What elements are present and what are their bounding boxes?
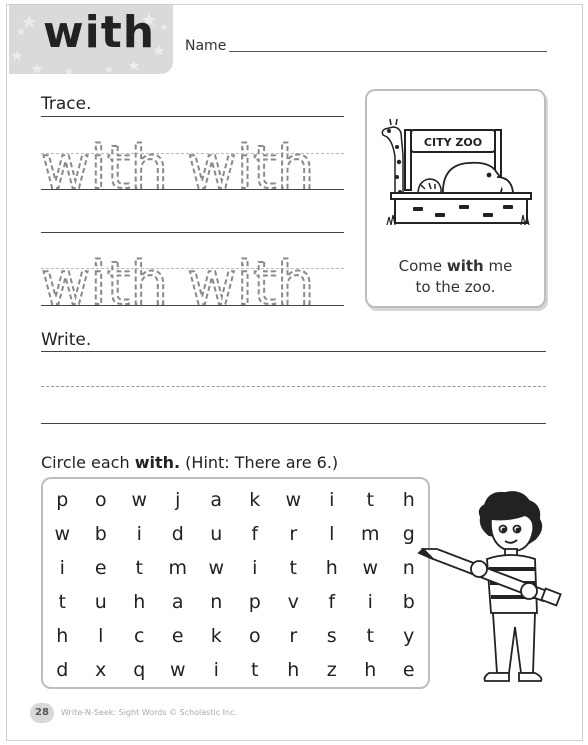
word-search-grid bbox=[41, 477, 430, 689]
grid-letter[interactable]: n bbox=[402, 557, 415, 579]
write-label: Write. bbox=[41, 330, 92, 350]
grid-letter[interactable]: z bbox=[326, 659, 337, 681]
grid-row bbox=[43, 619, 428, 653]
caption-line-2: to the zoo. bbox=[415, 278, 496, 296]
city-zoo-sign: CITY ZOO bbox=[423, 136, 483, 149]
grid-row bbox=[43, 653, 428, 687]
grid-letter[interactable]: u bbox=[94, 591, 107, 613]
grid-letter[interactable]: o bbox=[248, 625, 261, 647]
trace2-top-rule bbox=[41, 232, 344, 233]
grid-row bbox=[43, 585, 428, 619]
trace-row-2[interactable] bbox=[41, 234, 344, 306]
zoo-illustration bbox=[373, 97, 538, 237]
grid-letter[interactable]: t bbox=[366, 625, 374, 647]
grid-letter[interactable]: p bbox=[56, 489, 69, 511]
grid-letter[interactable]: w bbox=[54, 523, 71, 545]
grid-letter[interactable]: f bbox=[251, 523, 259, 545]
grid-letter[interactable]: r bbox=[289, 523, 298, 545]
grid-letter[interactable]: q bbox=[133, 659, 146, 681]
grid-letter[interactable]: j bbox=[175, 489, 181, 511]
write-base-rule[interactable] bbox=[41, 423, 546, 424]
write-top-rule bbox=[41, 351, 546, 352]
sight-word-title: with bbox=[43, 7, 156, 58]
grid-letter[interactable]: b bbox=[402, 591, 415, 613]
trace-top-rule bbox=[41, 116, 344, 117]
name-label: Name bbox=[185, 38, 227, 54]
grid-letter[interactable]: i bbox=[367, 591, 373, 613]
grid-letter[interactable]: x bbox=[95, 659, 107, 681]
grid-letter[interactable]: w bbox=[285, 489, 302, 511]
grid-letter[interactable]: t bbox=[135, 557, 143, 579]
grid-letter[interactable]: g bbox=[402, 523, 415, 545]
sight-word-tab bbox=[9, 5, 173, 74]
grid-letter[interactable]: f bbox=[328, 591, 336, 613]
grid-letter[interactable]: t bbox=[251, 659, 259, 681]
letter-grid bbox=[43, 483, 428, 687]
grid-letter[interactable]: k bbox=[210, 625, 222, 647]
grid-letter[interactable]: d bbox=[56, 659, 69, 681]
grid-letter[interactable]: d bbox=[171, 523, 184, 545]
footer-copyright: Write-N-Seek: Sight Words © Scholastic Inc. bbox=[61, 708, 238, 717]
grid-letter[interactable]: h bbox=[56, 625, 69, 647]
grid-letter[interactable]: a bbox=[171, 591, 184, 613]
grid-letter[interactable]: w bbox=[362, 557, 379, 579]
grid-row bbox=[43, 517, 428, 551]
grid-letter[interactable]: h bbox=[287, 659, 300, 681]
grid-letter[interactable]: h bbox=[133, 591, 146, 613]
grid-letter[interactable]: e bbox=[171, 625, 184, 647]
grid-letter[interactable]: h bbox=[325, 557, 338, 579]
grid-letter[interactable]: o bbox=[94, 489, 107, 511]
word-search-instruction: Circle each with. (Hint: There are 6.) bbox=[41, 453, 339, 472]
grid-letter[interactable]: v bbox=[287, 591, 299, 613]
grid-letter[interactable]: n bbox=[210, 591, 223, 613]
grid-letter[interactable]: w bbox=[169, 659, 186, 681]
grid-letter[interactable]: a bbox=[210, 489, 223, 511]
grid-row bbox=[43, 483, 428, 517]
grid-letter[interactable]: t bbox=[58, 591, 66, 613]
grid-letter[interactable]: e bbox=[402, 659, 415, 681]
grid-letter[interactable]: y bbox=[403, 625, 415, 647]
grid-letter[interactable]: s bbox=[326, 625, 337, 647]
trace-word-1: with with bbox=[41, 133, 315, 190]
write-mid-rule bbox=[41, 386, 546, 387]
grid-letter[interactable]: p bbox=[248, 591, 261, 613]
grid-letter[interactable]: w bbox=[208, 557, 225, 579]
grid-letter[interactable]: t bbox=[366, 489, 374, 511]
grid-letter[interactable]: k bbox=[249, 489, 261, 511]
boy-with-pencil-illustration bbox=[417, 487, 567, 692]
page-number-badge: 28 bbox=[30, 703, 54, 723]
grid-letter[interactable]: c bbox=[134, 625, 145, 647]
name-input-line[interactable] bbox=[229, 51, 547, 52]
grid-letter[interactable]: b bbox=[94, 523, 107, 545]
grid-letter[interactable]: m bbox=[360, 523, 380, 545]
grid-letter[interactable]: i bbox=[59, 557, 65, 579]
grid-letter[interactable]: l bbox=[98, 625, 104, 647]
grid-letter[interactable]: m bbox=[168, 557, 187, 579]
trace-row-1[interactable] bbox=[41, 118, 344, 190]
grid-letter[interactable]: r bbox=[289, 625, 298, 647]
grid-letter[interactable]: h bbox=[402, 489, 415, 511]
zoo-picture-card bbox=[365, 89, 546, 308]
trace-label: Trace. bbox=[41, 94, 92, 114]
grid-letter[interactable]: l bbox=[329, 523, 335, 545]
grid-letter[interactable]: t bbox=[289, 557, 297, 579]
grid-letter[interactable]: i bbox=[213, 659, 219, 681]
grid-letter[interactable]: u bbox=[210, 523, 223, 545]
trace-word-2: with with bbox=[41, 249, 315, 306]
caption-line-1: Come with me bbox=[398, 257, 513, 275]
grid-letter[interactable]: i bbox=[252, 557, 258, 579]
grid-letter[interactable]: i bbox=[329, 489, 335, 511]
grid-letter[interactable]: e bbox=[94, 557, 107, 579]
grid-letter[interactable]: h bbox=[364, 659, 377, 681]
grid-letter[interactable]: w bbox=[131, 489, 148, 511]
grid-row bbox=[43, 551, 428, 585]
grid-letter[interactable]: i bbox=[136, 523, 142, 545]
